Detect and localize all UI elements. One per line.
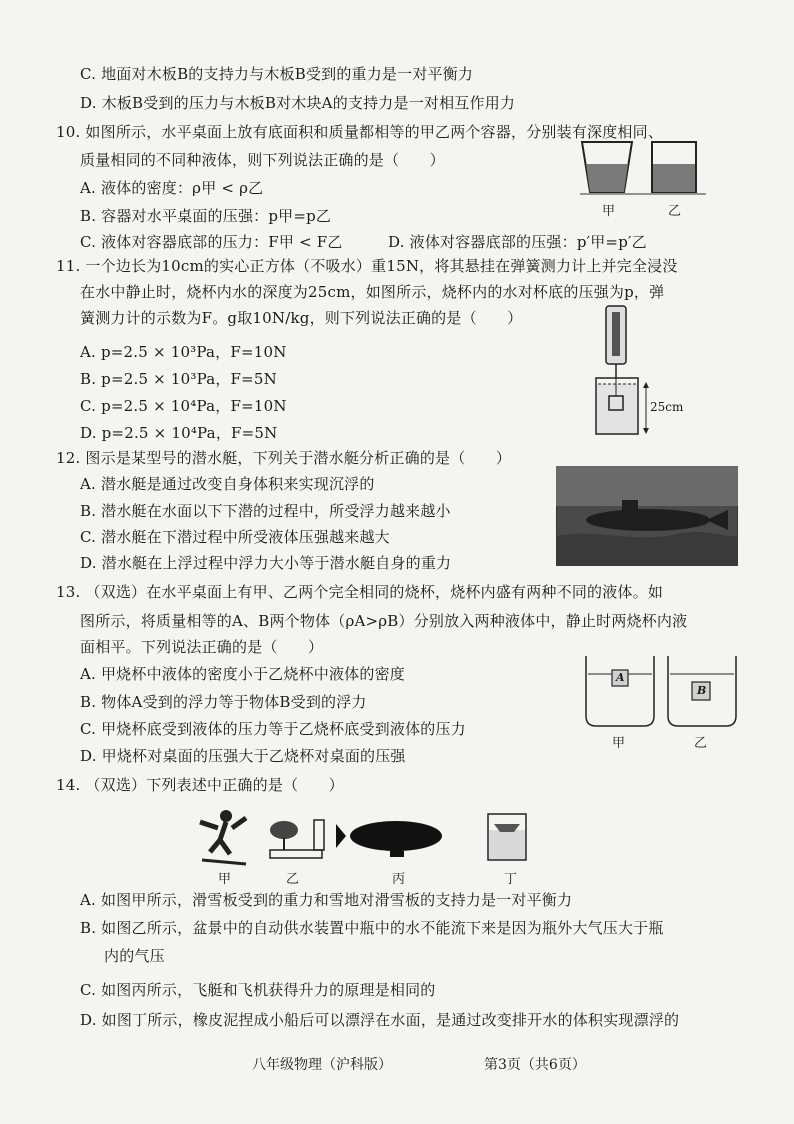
- q13-label-jia: 甲: [612, 736, 626, 751]
- q14-option-d: D. 如图丁所示，橡皮泥捏成小船后可以漂浮在水面，是通过改变排开水的体积实现漂浮的: [80, 1011, 680, 1029]
- q13-stem-line2: 图所示，将质量相等的A、B两个物体（ρA>ρB）分别放入两种液体中，静止时两烧杯内液: [80, 612, 688, 630]
- q10-stem-line1: 10. 如图所示，水平桌面上放有底面积和质量都相等的甲乙两个容器，分别装有深度相同、: [56, 123, 664, 141]
- q10-label-yi: 乙: [668, 204, 682, 219]
- container-jia: [582, 142, 632, 192]
- q14-label-ding: 丁: [504, 872, 518, 887]
- q10-stem-line2: 质量相同的不同种液体，则下列说法正确的是（ ）: [80, 151, 445, 169]
- q13-option-b: B. 物体A受到的浮力等于物体B受到的浮力: [80, 693, 367, 711]
- footer-subject: 八年级物理（沪科版）: [252, 1057, 392, 1073]
- skier-icon: [200, 810, 246, 864]
- bonsai-water-supply-icon: [270, 820, 324, 858]
- container-yi: [652, 142, 696, 192]
- q14-option-c: C. 如图丙所示，飞艇和飞机获得升力的原理是相同的: [80, 981, 436, 999]
- q11-option-b: B. p=2.5 × 10³Pa，F=5N: [80, 370, 277, 388]
- q12-stem: 12. 图示是某型号的潜水艇，下列关于潜水艇分析正确的是（ ）: [56, 449, 512, 467]
- airship-icon: [336, 821, 442, 857]
- q12-submarine-photo: [556, 466, 738, 566]
- q10-option-d: D. 液体对容器底部的压强：p′甲=p′乙: [388, 233, 647, 251]
- q13-option-d: D. 甲烧杯对桌面的压强大于乙烧杯对桌面的压强: [80, 747, 406, 765]
- q11-stem-line1: 11. 一个边长为10cm的实心正方体（不吸水）重15N，将其悬挂在弹簧测力计上并完全浸没: [56, 257, 678, 275]
- q13-option-a: A. 甲烧杯中液体的密度小于乙烧杯中液体的密度: [80, 665, 405, 683]
- q14-label-bing: 丙: [392, 872, 406, 887]
- q13-block-b-label: B: [697, 684, 707, 697]
- q11-option-a: A. p=2.5 × 10³Pa，F=10N: [80, 343, 287, 361]
- q10-containers-figure: [580, 132, 710, 222]
- q12-option-d: D. 潜水艇在上浮过程中浮力大小等于潜水艇自身的重力: [80, 554, 452, 572]
- q13-beakers-figure: [580, 652, 750, 752]
- q13-option-c: C. 甲烧杯底受到液体的压力等于乙烧杯底受到液体的压力: [80, 720, 466, 738]
- q10-option-a: A. 液体的密度：ρ甲 < ρ乙: [80, 179, 264, 197]
- q11-depth-label: 25cm: [650, 400, 684, 414]
- q13-block-a-label: A: [616, 671, 625, 684]
- q11-stem-line3: 簧测力计的示数为F。g取10N/kg，则下列说法正确的是（ ）: [80, 309, 523, 327]
- beaker-jia-icon: [586, 656, 654, 726]
- q13-label-yi: 乙: [694, 736, 708, 751]
- q14-option-b-line1: B. 如图乙所示，盆景中的自动供水装置中瓶中的水不能流下来是因为瓶外大气压大于瓶: [80, 919, 664, 937]
- clay-boat-icon: [488, 814, 526, 860]
- q14-label-jia: 甲: [218, 872, 232, 887]
- q11-option-c: C. p=2.5 × 10⁴Pa，F=10N: [80, 397, 287, 415]
- spring-scale-icon: [606, 306, 626, 378]
- q14-stem: 14. （双选）下列表述中正确的是（ ）: [56, 776, 344, 794]
- q12-option-a: A. 潜水艇是通过改变自身体积来实现沉浮的: [80, 475, 375, 493]
- q14-option-a: A. 如图甲所示，滑雪板受到的重力和雪地对滑雪板的支持力是一对平衡力: [80, 891, 573, 909]
- q13-stem-line3: 面相平。下列说法正确的是（ ）: [80, 638, 324, 656]
- q10-label-jia: 甲: [602, 204, 616, 219]
- q12-option-b: B. 潜水艇在水面以下下潜的过程中，所受浮力越来越小: [80, 502, 451, 520]
- q11-option-d: D. p=2.5 × 10⁴Pa，F=5N: [80, 424, 278, 442]
- q10-option-c: C. 液体对容器底部的压力：F甲 < F乙: [80, 233, 343, 251]
- q10-option-b: B. 容器对水平桌面的压强：p甲=p乙: [80, 207, 332, 225]
- q14-figures-row: [196, 808, 536, 886]
- q11-stem-line2: 在水中静止时，烧杯内水的深度为25cm，如图所示，烧杯内的水对杯底的压强为p，弹: [80, 283, 665, 301]
- q14-label-yi: 乙: [286, 872, 300, 887]
- beaker-icon: [596, 378, 638, 434]
- footer-page-number: 第3页（共6页）: [484, 1057, 586, 1073]
- q9-option-d: D. 木板B受到的压力与木板B对木块A的支持力是一对相互作用力: [80, 94, 516, 112]
- q13-stem-line1: 13. （双选）在水平桌面上有甲、乙两个完全相同的烧杯，烧杯内盛有两种不同的液体。如: [56, 583, 664, 601]
- q14-option-b-line2: 内的气压: [104, 947, 165, 965]
- q9-option-c: C. 地面对木板B的支持力与木板B受到的重力是一对平衡力: [80, 65, 474, 83]
- q12-option-c: C. 潜水艇在下潜过程中所受液体压强越来越大: [80, 528, 390, 546]
- q11-spring-scale-figure: [590, 304, 710, 442]
